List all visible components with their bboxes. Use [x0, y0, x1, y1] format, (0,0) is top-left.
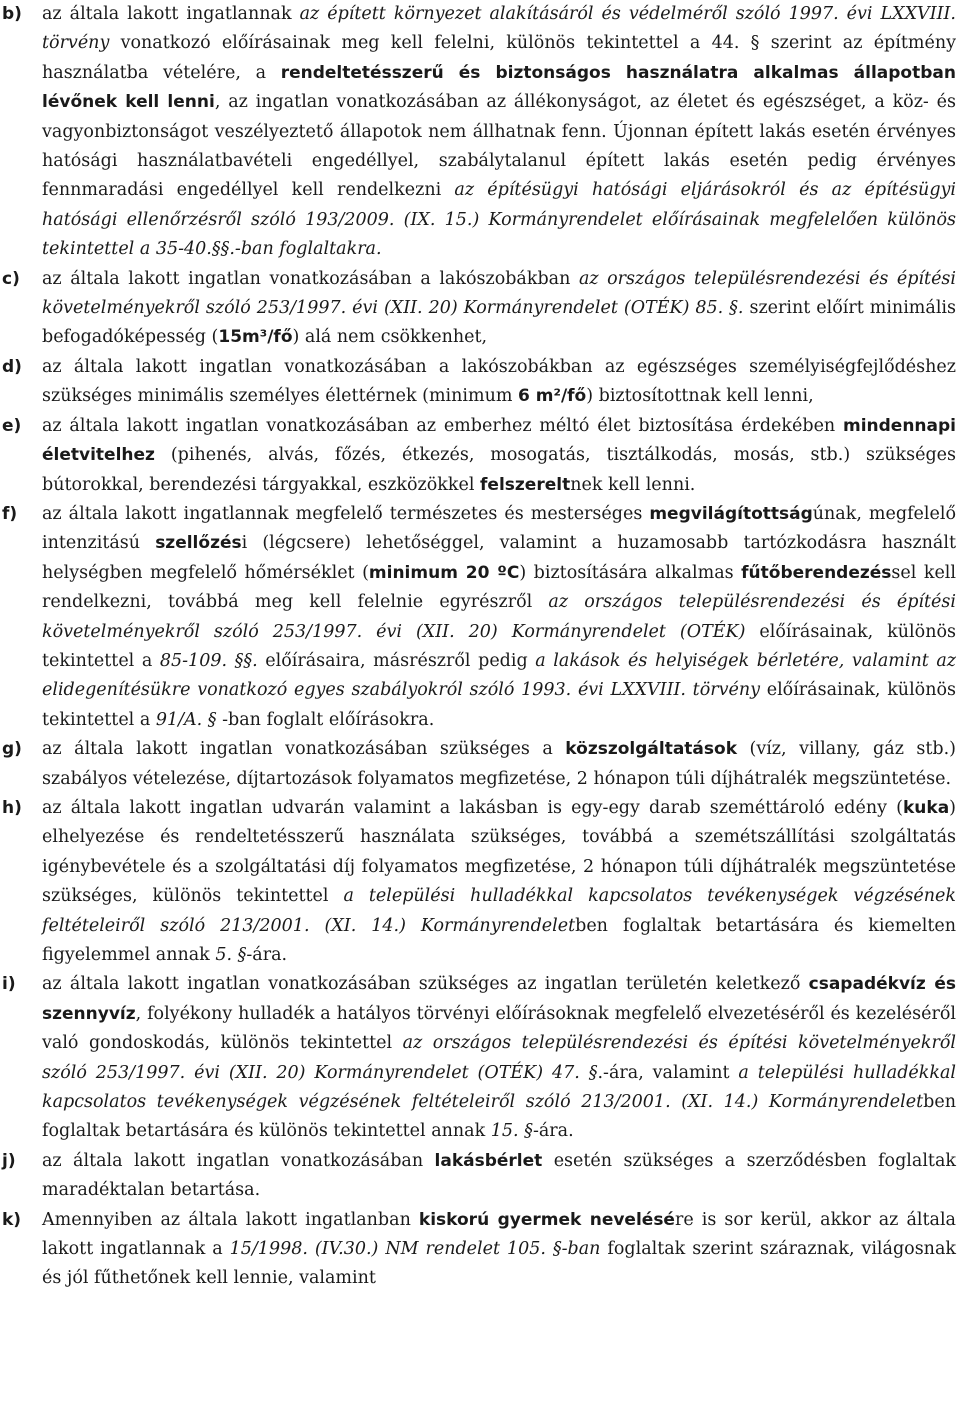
item-marker: i)	[2, 974, 16, 995]
bold-text: szellőzés	[155, 533, 242, 554]
italic-citation: az országos településrendezési és építési követelményekről szóló 253/1997. évi (XII. 20) Kormányrendelet (OTÉK) 85. §.	[42, 268, 956, 319]
text-segment: szerint előírt minimális befogadóképesség (	[42, 298, 956, 348]
text-segment: ben foglaltak betartására és kiemelten figyelemmel annak	[42, 915, 956, 965]
text-segment: sel kell rendelkezni, továbbá meg kell felelnie egyrészről	[42, 562, 957, 613]
item-marker: e)	[2, 415, 22, 436]
text-segment: vonatkozó előírásainak meg kell felelni, különös tekintettel a 44. § szerint az építmény használatba vételére, a	[42, 33, 956, 83]
text-segment: -ára.	[532, 1121, 574, 1142]
item-marker: b)	[2, 4, 22, 24]
item-text	[42, 735, 956, 794]
bold-text: fűtőberendezés	[741, 562, 892, 583]
item-text	[42, 353, 956, 412]
italic-citation: 85-109. §§.	[159, 650, 258, 671]
italic-citation: 15/1998. (IV.30.) NM rendelet 105. §-ban	[229, 1239, 601, 1260]
text-segment: .-ára, valamint	[597, 1062, 739, 1083]
text-segment: előírásaira, másrészről pedig	[257, 650, 536, 671]
item-marker: k)	[2, 1209, 22, 1230]
list-item	[2, 794, 956, 970]
text-segment: únak, megfelelő intenzitású	[42, 503, 956, 554]
italic-citation: a települési hulladékkal kapcsolatos tevékenységek végzésének feltételeiről szóló 213/2001. (XI. 14.) Kormányrendelet	[42, 886, 956, 936]
text-segment: i (légcsere) lehetőséggel, valamint a huzamosabb tartózkodásra használt helységben megfelelő hőmérséklet (	[42, 533, 956, 583]
italic-citation: a lakások és helyiségek bérletére, valamint az elidegenítésükre vonatkozó egyes szabályokról szóló 1993. évi LXXVIII. törvény	[42, 650, 956, 701]
text-segment: esetén szükséges a szerződésben foglaltak maradéktalan betartása.	[42, 1150, 956, 1201]
italic-citation: 5. §	[215, 945, 247, 965]
text-segment: az általa lakott ingatlannak megfelelő természetes és mesterséges	[42, 503, 650, 524]
bold-text: rendeltetésszerű és biztonságos használatra alkalmas állapotban lévőnek kell lenni	[42, 62, 956, 113]
item-text	[42, 970, 956, 1146]
list-item	[2, 412, 956, 500]
requirements-list	[2, 0, 956, 1294]
text-segment: az általa lakott ingatlan vonatkozásában	[42, 1150, 435, 1171]
item-text	[42, 794, 956, 970]
text-segment: ) alá nem csökkenhet,	[292, 327, 488, 348]
text-segment: az általa lakott ingatlan vonatkozásában az emberhez méltó élet biztosítása érdekében	[42, 415, 843, 436]
text-segment: foglaltak szerint száraznak, világosnak és jól fűthetőnek kell lennie, valamint	[42, 1239, 956, 1289]
item-text	[42, 412, 956, 500]
item-marker: c)	[2, 268, 20, 289]
bold-text: 15m³/fő	[218, 327, 293, 348]
item-marker: g)	[2, 739, 22, 760]
text-segment: az általa lakott ingatlan udvarán valamint a lakásban is egy-egy darab szeméttároló edény (	[42, 797, 903, 818]
text-segment: az általa lakott ingatlan vonatkozásában a lakószobákban az egészséges személyiségfejlődéshez szükséges minimális személyes élettérnek (minimum	[42, 356, 956, 407]
italic-citation: az országos településrendezési és építési követelményekről szóló 253/1997. évi (XII. 20) Kormányrendelet (OTÉK) 47. §	[42, 1033, 956, 1083]
bold-text: 6 m²/fő	[518, 386, 587, 407]
bold-text: csapadékvíz és szennyvíz	[42, 974, 956, 1024]
text-segment: , az ingatlan vonatkozásában az állékonyságot, az életet és egészséget, a köz- és vagyonbiztonságot veszélyeztető állapotok nem állhatnak fenn. Újonnan épített lakás esetén érvényes hatósági használatbavételi engedéllyel, szabálytalanul épített lakás esetén pedig érvényes fennmaradási engedéllyel kell rendelkezni	[42, 92, 956, 201]
item-text	[42, 500, 956, 735]
item-marker: f)	[2, 503, 18, 524]
text-segment: ) biztosítottnak kell lenni,	[586, 386, 814, 407]
text-segment: ben foglaltak betartására és különös tekintettel annak	[42, 1092, 956, 1142]
text-segment: re is sor kerül, akkor az általa lakott ingatlannak a	[42, 1209, 956, 1260]
bold-text: mindennapi életvitelhez	[42, 415, 956, 466]
item-marker: h)	[2, 797, 22, 818]
text-segment: ) biztosítására alkalmas	[519, 562, 742, 583]
text-segment: az általa lakott ingatlan vonatkozásában szükséges az ingatlan területén keletkező	[42, 974, 809, 995]
item-text	[42, 1206, 956, 1294]
text-segment: , folyékony hulladék a hatályos törvényi előírásoknak megfelelő elvezetéséről és kezeléséről való gondoskodás, különös tekintettel	[42, 1003, 956, 1054]
text-segment: (pihenés, alvás, főzés, étkezés, mosogatás, tisztálkodás, mosás, stb.) szükséges bútorokkal, berendezési tárgyakkal, eszközökkel	[42, 445, 956, 495]
text-segment: Amennyiben az általa lakott ingatlanban	[42, 1209, 419, 1230]
list-item	[2, 735, 956, 794]
item-marker: j)	[2, 1150, 16, 1171]
text-segment: -ára.	[246, 945, 288, 965]
text-segment: nek kell lenni.	[570, 474, 696, 495]
text-segment: előírásainak, különös tekintettel a	[42, 680, 956, 730]
item-marker: d)	[2, 356, 22, 377]
bold-text: felszerelt	[480, 474, 571, 495]
list-item	[2, 265, 956, 353]
italic-citation: 91/A. §	[155, 709, 217, 730]
list-item	[2, 500, 956, 735]
bold-text: kiskorú gyermek nevelésé	[418, 1209, 675, 1230]
italic-citation: az országos településrendezési és építési követelményekről szóló 253/1997. évi (XII. 20) Kormányrendelet (OTÉK)	[42, 592, 956, 642]
text-segment: az általa lakott ingatlan vonatkozásában a lakószobákban	[42, 268, 579, 289]
bold-text: kuka	[902, 797, 950, 818]
bold-text: közszolgáltatások	[565, 739, 738, 760]
list-item	[2, 1147, 956, 1206]
italic-citation: 15. §	[490, 1121, 533, 1142]
list-item	[2, 970, 956, 1146]
list-item	[2, 353, 956, 412]
italic-citation: az épített környezet alakításáról és védelméről szóló 1997. évi LXXVIII. törvény	[42, 4, 956, 54]
bold-text: megvilágítottság	[649, 503, 813, 524]
italic-citation: a települési hulladékkal kapcsolatos tevékenységek végzésének feltételeiről szóló 213/2001. (XI. 14.) Kormányrendelet	[42, 1062, 956, 1113]
item-text	[42, 1147, 956, 1206]
item-text	[42, 0, 956, 265]
list-item	[2, 1206, 956, 1294]
bold-text: lakásbérlet	[434, 1150, 543, 1171]
text-segment: az általa lakott ingatlannak	[42, 4, 300, 24]
bold-text: minimum 20 ºC	[368, 562, 520, 583]
item-text	[42, 265, 956, 353]
text-segment: az általa lakott ingatlan vonatkozásában szükséges a	[42, 739, 566, 760]
text-segment: (víz, villany, gáz stb.) szabályos vételezése, díjtartozások folyamatos megfizetése, 2 hónapon túli díjhátralék megszüntetése.	[42, 739, 957, 789]
italic-citation: az építésügyi hatósági eljárásokról és az építésügyi hatósági ellenőrzésről szóló 193/2009. (IX. 15.) Kormányrendelet előírásainak megfelelően különös tekintettel a 35-40.§§.-ban foglaltakra.	[42, 180, 957, 260]
list-item	[2, 0, 956, 265]
text-segment: -ban foglalt előírásokra.	[216, 709, 435, 730]
text-segment: előírásainak, különös tekintettel a	[42, 621, 956, 671]
text-segment: ) elhelyezése és rendeltetésszerű használata szükséges, továbbá a szemétszállítási szolgáltatás igénybevétele és a szolgáltatási díj folyamatos megfizetése, 2 hónapon túli díjhátralék megszüntetése szükséges, különös tekintettel	[42, 797, 956, 907]
